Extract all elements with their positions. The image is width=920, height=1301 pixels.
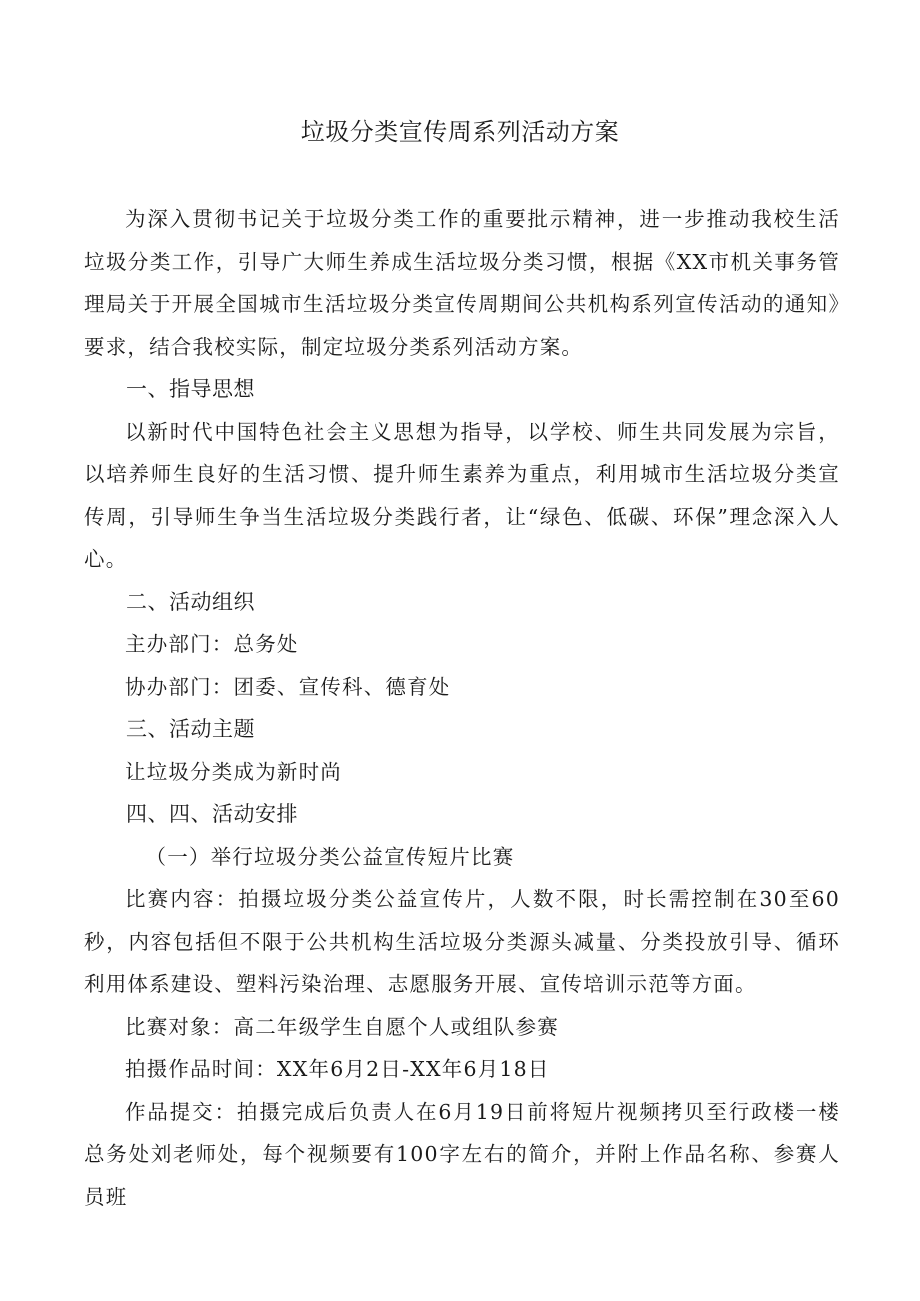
intro-paragraph: 为深入贯彻书记关于垃圾分类工作的重要批示精神，进一步推动我校生活垃圾分类工作，引导广大师生养成生活垃圾分类习惯，根据《XX市机关事务管理局关于开展全国城市生活垃圾分类宣传周期间公共机构系列宣传活动的通知》要求，结合我校实际，制定垃圾分类系列活动方案。 [84,207,840,359]
section-heading-arrangement: 四、四、活动安排 [126,802,298,826]
co-host-department: 协办部门：团委、宣传科、德育处 [125,674,451,699]
subsection-video-contest: （一）举行垃圾分类公益宣传短片比赛 [145,844,515,869]
section-heading-organization: 二、活动组织 [126,589,255,614]
contest-content-paragraph: 比赛内容：拍摄垃圾分类公益宣传片，人数不限，时长需控制在30至60秒，内容包括但不限于公共机构生活垃圾分类源头减量、分类投放引导、循环利用体系建设、塑料污染治理、志愿服务开展、宣传培训示范等方面。 [84,887,840,996]
contest-submission-paragraph: 作品提交：拍摄完成后负责人在6月19日前将短片视频拷贝至行政楼一楼总务处刘老师处，每个视频要有100字左右的简介，并附上作品名称、参赛人员班 [84,1099,840,1209]
document-body [84,198,840,1218]
host-department: 主办部门：总务处 [125,632,299,656]
document-title: 垃圾分类宣传周系列活动方案 [300,118,620,146]
theme-text: 让垃圾分类成为新时尚 [125,759,342,784]
section-heading-theme: 三、活动主题 [126,717,255,741]
guiding-ideology-paragraph: 以新时代中国特色社会主义思想为指导，以学校、师生共同发展为宗旨，以培养师生良好的生活习惯、提升师生素养为重点，利用城市生活垃圾分类宣传周，引导师生争当生活垃圾分类践行者，让“绿色、低碳、环保”理念深入人心。 [84,419,840,571]
contest-target: 比赛对象：高二年级学生自愿个人或组队参赛 [125,1014,559,1039]
section-heading-guiding-ideology: 一、指导思想 [126,377,255,401]
contest-time: 拍摄作品时间：XX年6月2日-XX年6月18日 [125,1057,550,1081]
